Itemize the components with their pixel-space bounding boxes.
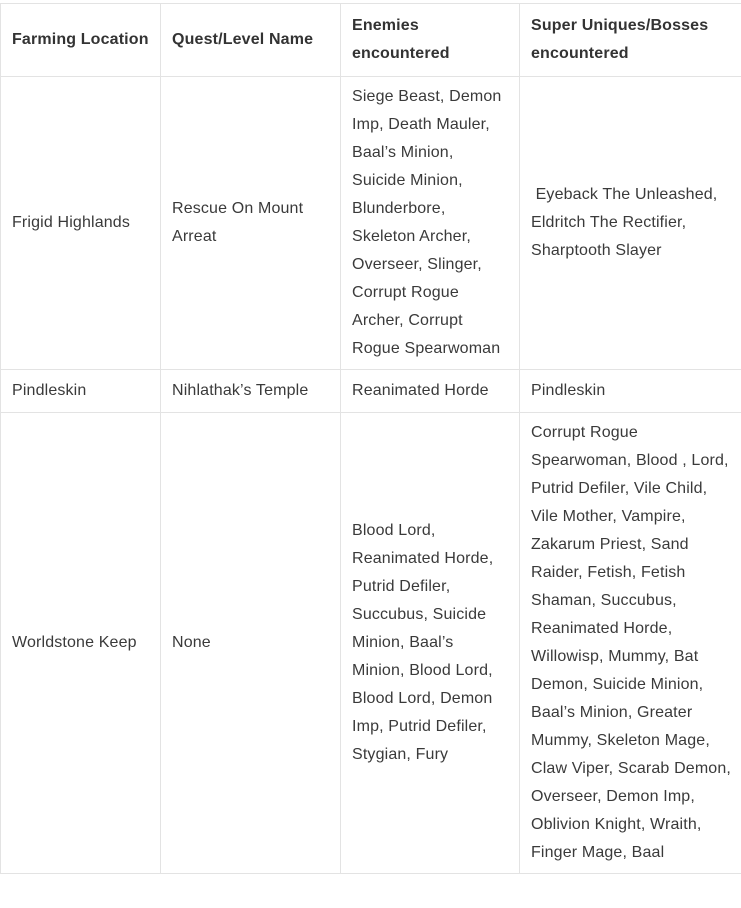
cell-location: Frigid Highlands	[1, 77, 161, 370]
cell-quest: None	[161, 413, 341, 874]
farming-table	[0, 3, 741, 874]
header-bosses-encountered: Super Uniques/Bosses encountered	[520, 4, 741, 77]
cell-location: Pindleskin	[1, 370, 161, 413]
table-header-row	[1, 4, 741, 77]
cell-bosses: Corrupt Rogue Spearwoman, Blood , Lord, Putrid Defiler, Vile Child, Vile Mother, Vampire, Zakarum Priest, Sand Raider, Fetish, Fetish Shaman, Succubus, Reanimated Horde, Willowisp, Mummy, Bat Demon, Suicide Minion, Baal’s Minion, Greater Mummy, Skeleton Mage, Claw Viper, Scarab Demon, Overseer, Demon Imp, Oblivion Knight, Wraith, Finger Mage, Baal	[520, 413, 741, 874]
cell-location: Worldstone Keep	[1, 413, 161, 874]
cell-bosses: Eyeback The Unleashed, Eldritch The Rectifier, Sharptooth Slayer	[520, 77, 741, 370]
table-row	[1, 77, 741, 370]
cell-enemies: Reanimated Horde	[341, 370, 520, 413]
header-quest-level-name: Quest/Level Name	[161, 4, 341, 77]
table-row	[1, 413, 741, 874]
cell-quest: Nihlathak’s Temple	[161, 370, 341, 413]
header-farming-location: Farming Location	[1, 4, 161, 77]
cell-enemies: Blood Lord, Reanimated Horde, Putrid Defiler, Succubus, Suicide Minion, Baal’s Minion, Blood Lord, Blood Lord, Demon Imp, Putrid Defiler, Stygian, Fury	[341, 413, 520, 874]
header-enemies-encountered: Enemies encountered	[341, 4, 520, 77]
table-row	[1, 370, 741, 413]
cell-quest: Rescue On Mount Arreat	[161, 77, 341, 370]
cell-bosses: Pindleskin	[520, 370, 741, 413]
cell-enemies: Siege Beast, Demon Imp, Death Mauler, Baal’s Minion, Suicide Minion, Blunderbore, Skeleton Archer, Overseer, Slinger, Corrupt Rogue Archer, Corrupt Rogue Spearwoman	[341, 77, 520, 370]
